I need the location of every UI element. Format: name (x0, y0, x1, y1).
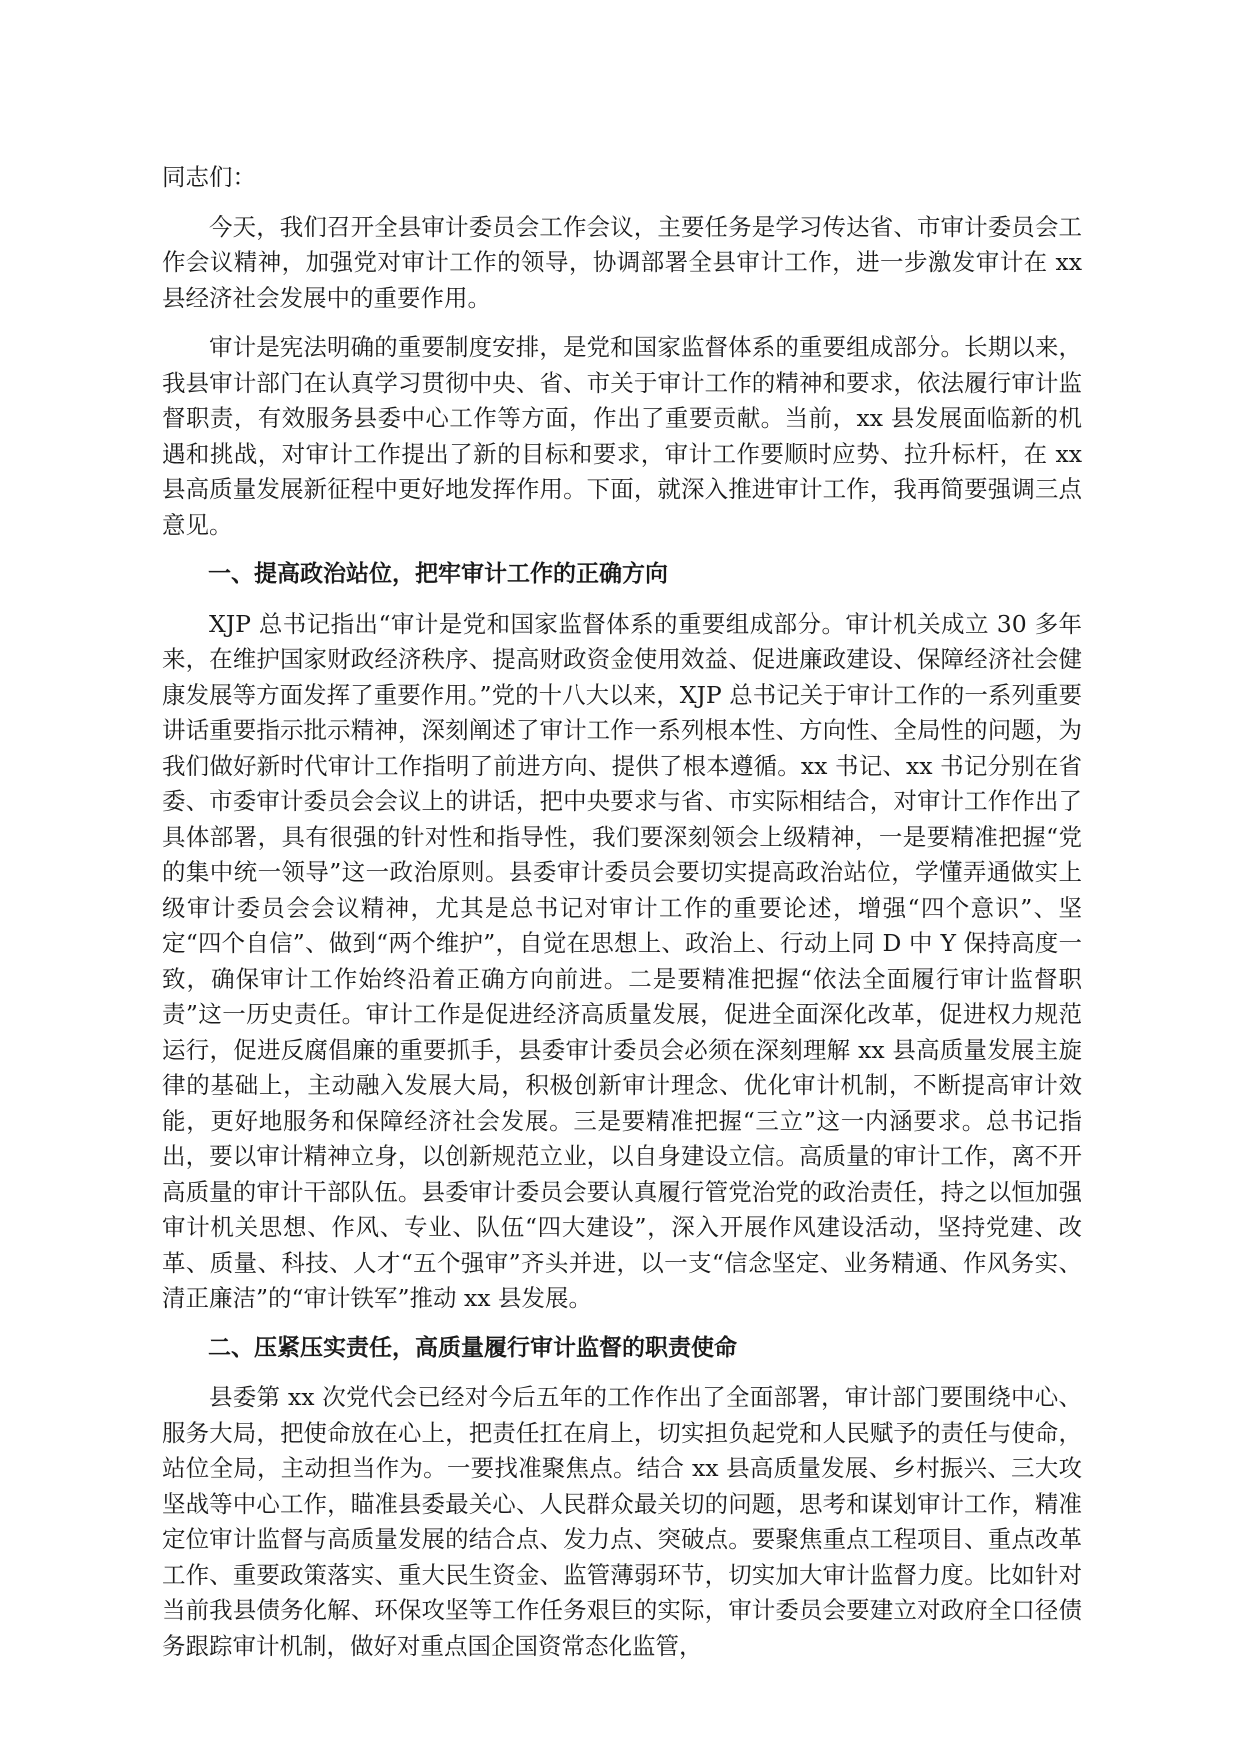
section-1-body: XJP 总书记指出“审计是党和国家监督体系的重要组成部分。审计机关成立 30 多年来，在维护国家财政经济秩序、提高财政资金使用效益、促进廉政建设、保障经济社会健康发展等方面发挥了重要作用。”党的十八大以来，XJP 总书记关于审计工作的一系列重要讲话重要指示批示精神，深刻阐述了审计工作一系列根本性、方向性、全局性的问题，为我们做好新时代审计工作指明了前进方向、提供了根本遵循。xx 书记、xx 书记分别在省委、市委审计委员会会议上的讲话，把中央要求与省、市实际相结合，对审计工作作出了具体部署，具有很强的针对性和指导性，我们要深刻领会上级精神，一是要精准把握“党的集中统一领导”这一政治原则。县委审计委员会要切实提高政治站位，学懂弄通做实上级审计委员会会议精神，尤其是总书记对审计工作的重要论述，增强“四个意识”、坚定“四个自信”、做到“两个维护”，自觉在思想上、政治上、行动上同 D 中 Y 保持高度一致，确保审计工作始终沿着正确方向前进。二是要精准把握“依法全面履行审计监督职责”这一历史责任。审计工作是促进经济高质量发展，促进全面深化改革，促进权力规范运行，促进反腐倡廉的重要抓手，县委审计委员会必须在深刻理解 xx 县高质量发展主旋律的基础上，主动融入发展大局，积极创新审计理念、优化审计机制，不断提高审计效能，更好地服务和保障经济社会发展。三是要精准把握“三立”这一内涵要求。总书记指出，要以审计精神立身，以创新规范立业，以自身建设立信。高质量的审计工作，离不开高质量的审计干部队伍。县委审计委员会要认真履行管党治党的政治责任，持之以恒加强审计机关思想、作风、专业、队伍“四大建设”，深入开展作风建设活动，坚持党建、改革、质量、科技、人才“五个强审”齐头并进，以一支“信念坚定、业务精通、作风务实、清正廉洁”的“审计铁军”推动 xx 县发展。 (162, 609, 1082, 1312)
document-page (162, 160, 1082, 1678)
section-2-body: 县委第 xx 次党代会已经对今后五年的工作作出了全面部署，审计部门要围绕中心、服务大局，把使命放在心上，把责任扛在肩上，切实担负起党和人民赋予的责任与使命，站位全局，主动担当作为。一要找准聚焦点。结合 xx 县高质量发展、乡村振兴、三大攻坚战等中心工作，瞄准县委最关心、人民群众最关切的问题，思考和谋划审计工作，精准定位审计监督与高质量发展的结合点、发力点、突破点。要聚焦重点工程项目、重点改革工作、重要政策落实、重大民生资金、监管薄弱环节，切实加大审计监督力度。比如针对当前我县债务化解、环保攻坚等工作任务艰巨的实际，审计委员会要建立对政府全口径债务跟踪审计机制，做好对重点国企国资常态化监管， (162, 1383, 1082, 1660)
intro-paragraph-1: 今天，我们召开全县审计委员会工作会议，主要任务是学习传达省、市审计委员会工作会议精神，加强党对审计工作的领导，协调部署全县审计工作，进一步激发审计在 xx 县经济社会发展中的重要作用。 (162, 212, 1082, 312)
intro-paragraph-2: 审计是宪法明确的重要制度安排，是党和国家监督体系的重要组成部分。长期以来，我县审计部门在认真学习贯彻中央、省、市关于审计工作的精神和要求，依法履行审计监督职责，有效服务县委中心工作等方面，作出了重要贡献。当前，xx 县发展面临新的机遇和挑战，对审计工作提出了新的目标和要求，审计工作要顺时应势、拉升标杆，在 xx 县高质量发展新征程中更好地发挥作用。下面，就深入推进审计工作，我再简要强调三点意见。 (162, 333, 1082, 539)
section-2-heading: 二、压紧压实责任，高质量履行审计监督的职责使命 (208, 1334, 737, 1361)
salutation: 同志们： (162, 163, 256, 191)
section-1-heading: 一、提高政治站位，把牢审计工作的正确方向 (208, 561, 668, 587)
